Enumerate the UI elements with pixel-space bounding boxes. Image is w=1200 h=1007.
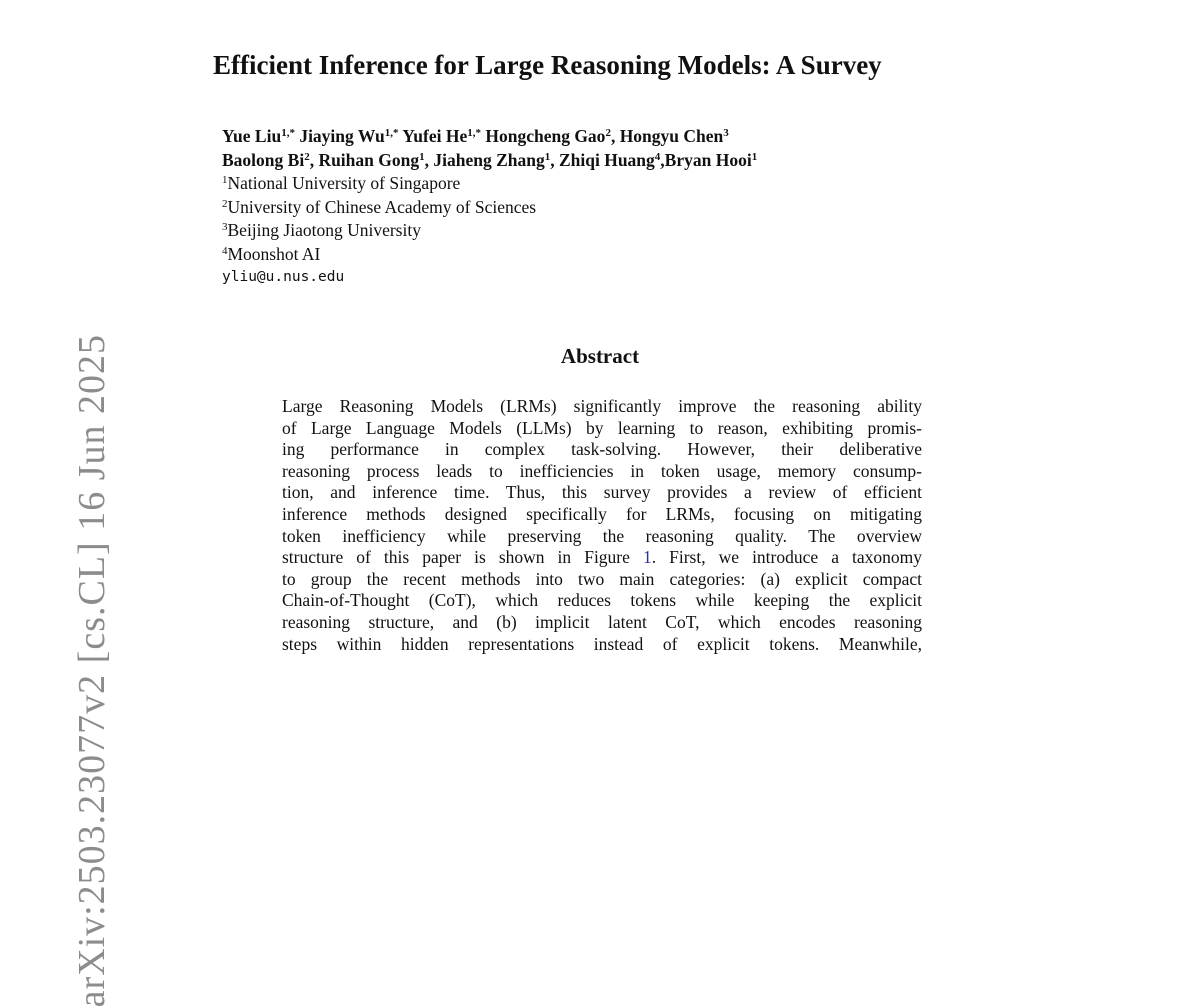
abstract-line (282, 547, 922, 569)
affiliation-number: 1 (222, 173, 228, 186)
author-affiliation-mark: 3 (723, 126, 729, 139)
author-affiliation-mark: 1,* (467, 126, 481, 139)
author-line-2 (222, 149, 757, 173)
author-name: Ruihan Gong (318, 149, 420, 170)
paper-title: Efficient Inference for Large Reasoning Models: A Survey (213, 50, 882, 80)
arxiv-identifier-text: arXiv:2503.23077v2 [cs.CL] 16 Jun 2025 (71, 334, 113, 1007)
abstract-line: of Large Language Models (LLMs) by learning to reason, exhibiting promis- (282, 417, 922, 438)
affiliation-item (222, 243, 757, 267)
author-name: Bryan Hooi (664, 149, 752, 170)
author-separator: , (550, 149, 559, 170)
abstract-line: reasoning structure, and (b) implicit latent CoT, which encodes reasoning (282, 611, 922, 632)
abstract-text: . First, we introduce a taxonomy (651, 547, 922, 568)
arxiv-identifier-stamp (26, 334, 113, 1007)
author-line-1 (222, 125, 757, 149)
author-affiliation-mark: 2 (304, 150, 310, 163)
affiliation-name: University of Chinese Academy of Sciences (227, 196, 537, 217)
author-name: Hongyu Chen (619, 126, 724, 146)
abstract-line: token inefficiency while preserving the reasoning quality. The overview (282, 525, 922, 546)
affiliation-item (222, 219, 757, 243)
author-separator: , (309, 149, 319, 170)
affiliation-list (222, 172, 757, 266)
affiliation-number: 3 (222, 220, 228, 233)
author-name: Yue Liu (222, 126, 282, 146)
author-name: Jiaheng Zhang (433, 149, 545, 170)
affiliation-name: Beijing Jiaotong University (227, 220, 421, 240)
abstract-line: tion, and inference time. Thus, this survey provides a review of efficient (282, 482, 922, 503)
author-affiliation-mark: 1 (419, 150, 425, 163)
affiliation-item (222, 172, 757, 196)
author-separator: , (610, 126, 620, 146)
author-name: Baolong Bi (222, 149, 305, 170)
affiliation-name: National University of Singapore (227, 173, 461, 193)
author-affiliation-mark: 4 (654, 150, 661, 163)
abstract-heading: Abstract (560, 344, 640, 368)
author-name: Zhiqi Huang (558, 149, 655, 170)
author-affiliation-mark: 1 (544, 150, 551, 163)
affiliation-number: 2 (222, 197, 228, 210)
contact-email[interactable]: yliu@u.nus.edu (222, 269, 345, 285)
author-affiliation-mark: 1 (751, 150, 758, 163)
author-name: Hongcheng Gao (485, 126, 606, 146)
author-affiliation-mark: 2 (605, 126, 611, 139)
abstract-line: steps within hidden representations instead of explicit tokens. Meanwhile, (282, 633, 922, 654)
author-name: Yufei He (402, 126, 468, 146)
abstract-line: Large Reasoning Models (LRMs) significantly improve the reasoning ability (282, 396, 922, 416)
author-separator: , (424, 149, 434, 170)
affiliation-name: Moonshot AI (227, 243, 321, 264)
abstract-line: reasoning process leads to inefficiencies in token usage, memory consump- (282, 460, 922, 481)
affiliation-item (222, 196, 757, 220)
affiliation-number: 4 (222, 244, 228, 257)
abstract-body (282, 396, 922, 655)
figure-reference-link[interactable]: 1 (642, 547, 652, 568)
abstract-line: to group the recent methods into two main categories: (a) explicit compact (282, 568, 922, 589)
author-separator: , (660, 149, 665, 170)
author-block (222, 125, 757, 290)
abstract-line: ing performance in complex task-solving. However, their deliberative (282, 439, 922, 460)
abstract-text: structure of this paper is shown in Figure (282, 547, 643, 568)
abstract-line: Chain-of-Thought (CoT), which reduces tokens while keeping the explicit (282, 590, 922, 611)
author-name: Jiaying Wu (299, 126, 385, 146)
author-affiliation-mark: 1,* (384, 126, 399, 139)
author-affiliation-mark: 1,* (281, 126, 295, 139)
abstract-line: inference methods designed specifically for LRMs, focusing on mitigating (282, 503, 922, 524)
